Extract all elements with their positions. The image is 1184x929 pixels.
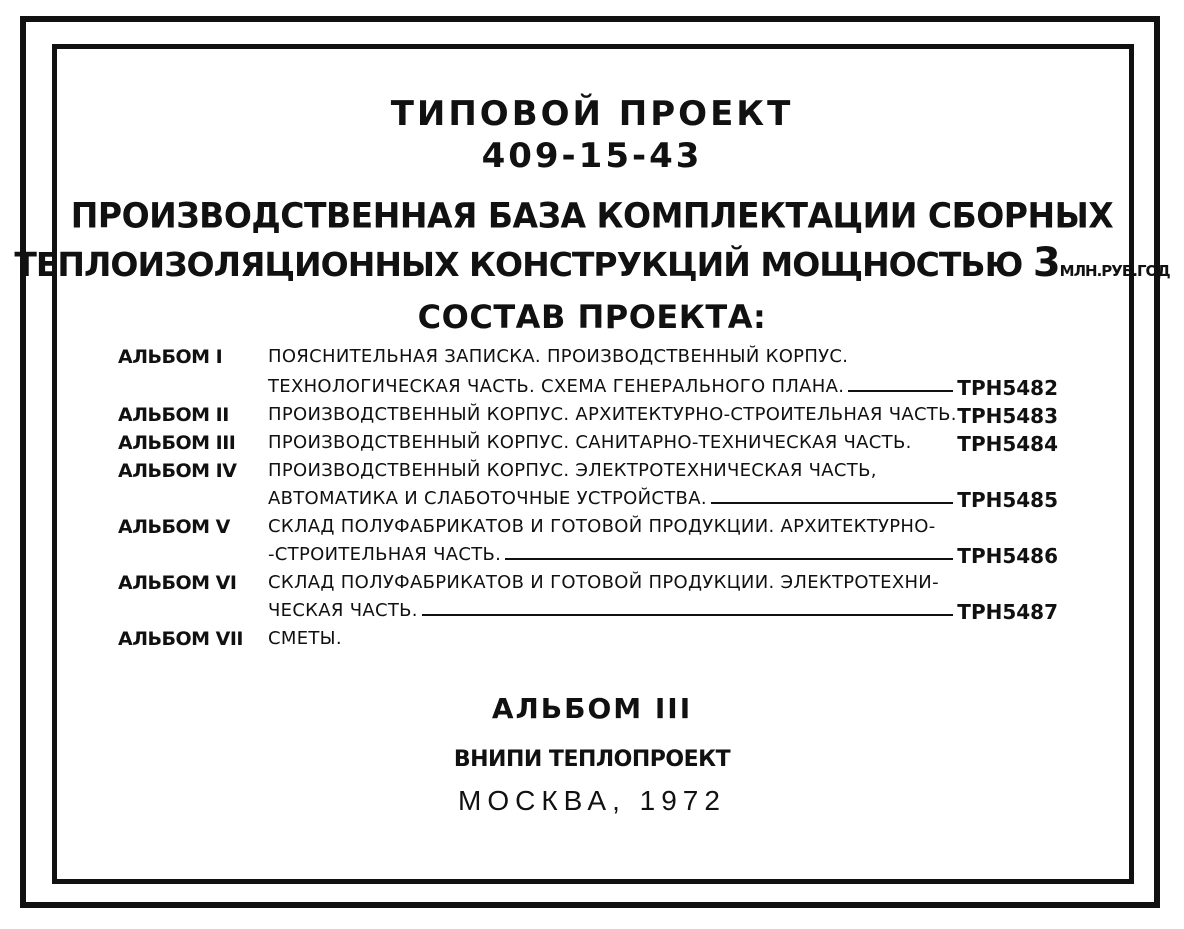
album-label: АЛЬБОМ I: [118, 346, 223, 368]
album-description: ЧЕСКАЯ ЧАСТЬ.: [268, 600, 418, 621]
project-type-heading: ТИПОВОЙ ПРОЕКТ: [390, 94, 794, 134]
album-description: ПРОИЗВОДСТВЕННЫЙ КОРПУС. АРХИТЕКТУРНО-СТРОИТЕЛЬНАЯ ЧАСТЬ.: [268, 404, 957, 425]
album-row: [118, 376, 1058, 400]
album-label: АЛЬБОМ II: [118, 404, 229, 426]
album-code: ТРН5482: [957, 376, 1058, 400]
capacity-unit: МЛН.РУБ.ГОД: [1059, 262, 1170, 280]
album-row: [118, 460, 1058, 484]
album-row: [118, 346, 1058, 370]
project-number: 409-15-43: [481, 136, 703, 176]
album-label: АЛЬБОМ VI: [118, 572, 237, 594]
album-label: АЛЬБОМ III: [118, 432, 236, 454]
album-code: ТРН5487: [957, 600, 1058, 624]
contents-heading: СОСТАВ ПРОЕКТА:: [417, 298, 767, 336]
album-row: [118, 628, 1058, 652]
project-title-line-2: [0, 240, 1184, 286]
album-code: ТРН5484: [957, 432, 1058, 456]
album-row: [118, 432, 1058, 456]
album-description: АВТОМАТИКА И СЛАБОТОЧНЫЕ УСТРОЙСТВА.: [268, 488, 707, 509]
project-title-line-2-text: ТЕПЛОИЗОЛЯЦИОННЫХ КОНСТРУКЦИЙ МОЩНОСТЬЮ: [14, 245, 1023, 284]
album-label: АЛЬБОМ VII: [118, 628, 243, 650]
album-description: СКЛАД ПОЛУФАБРИКАТОВ И ГОТОВОЙ ПРОДУКЦИИ. ЭЛЕКТРОТЕХНИ-: [268, 572, 939, 593]
album-row: [118, 404, 1058, 428]
album-code: ТРН5483: [957, 404, 1058, 428]
album-description: СКЛАД ПОЛУФАБРИКАТОВ И ГОТОВОЙ ПРОДУКЦИИ. АРХИТЕКТУРНО-: [268, 516, 936, 537]
album-label: АЛЬБОМ IV: [118, 460, 237, 482]
leader-line: [711, 502, 953, 504]
leader-line: [505, 558, 953, 560]
album-row: [118, 544, 1058, 568]
city-year: МОСКВА, 1972: [458, 785, 726, 816]
album-row: [118, 516, 1058, 540]
project-title-line-1: ПРОИЗВОДСТВЕННАЯ БАЗА КОМПЛЕКТАЦИИ СБОРНЫХ: [70, 195, 1114, 236]
album-description: ТЕХНОЛОГИЧЕСКАЯ ЧАСТЬ. СХЕМА ГЕНЕРАЛЬНОГО ПЛАНА.: [268, 376, 845, 397]
album-code: ТРН5486: [957, 544, 1058, 568]
album-description: -СТРОИТЕЛЬНАЯ ЧАСТЬ.: [268, 544, 502, 565]
album-description: ПРОИЗВОДСТВЕННЫЙ КОРПУС. ЭЛЕКТРОТЕХНИЧЕСКАЯ ЧАСТЬ,: [268, 460, 877, 481]
album-row: [118, 600, 1058, 624]
album-row: [118, 572, 1058, 596]
capacity-value: 3: [1032, 240, 1060, 286]
organization-name: ВНИПИ ТЕПЛОПРОЕКТ: [453, 747, 731, 772]
leader-line: [848, 390, 953, 392]
album-label: АЛЬБОМ V: [118, 516, 230, 538]
album-code: ТРН5485: [957, 488, 1058, 512]
leader-line: [422, 614, 953, 616]
album-row: [118, 488, 1058, 512]
album-description: ПОЯСНИТЕЛЬНАЯ ЗАПИСКА. ПРОИЗВОДСТВЕННЫЙ КОРПУС.: [268, 346, 849, 367]
current-album: АЛЬБОМ III: [491, 692, 693, 725]
album-description: СМЕТЫ.: [268, 628, 342, 649]
album-description: ПРОИЗВОДСТВЕННЫЙ КОРПУС. САНИТАРНО-ТЕХНИЧЕСКАЯ ЧАСТЬ.: [268, 432, 912, 453]
